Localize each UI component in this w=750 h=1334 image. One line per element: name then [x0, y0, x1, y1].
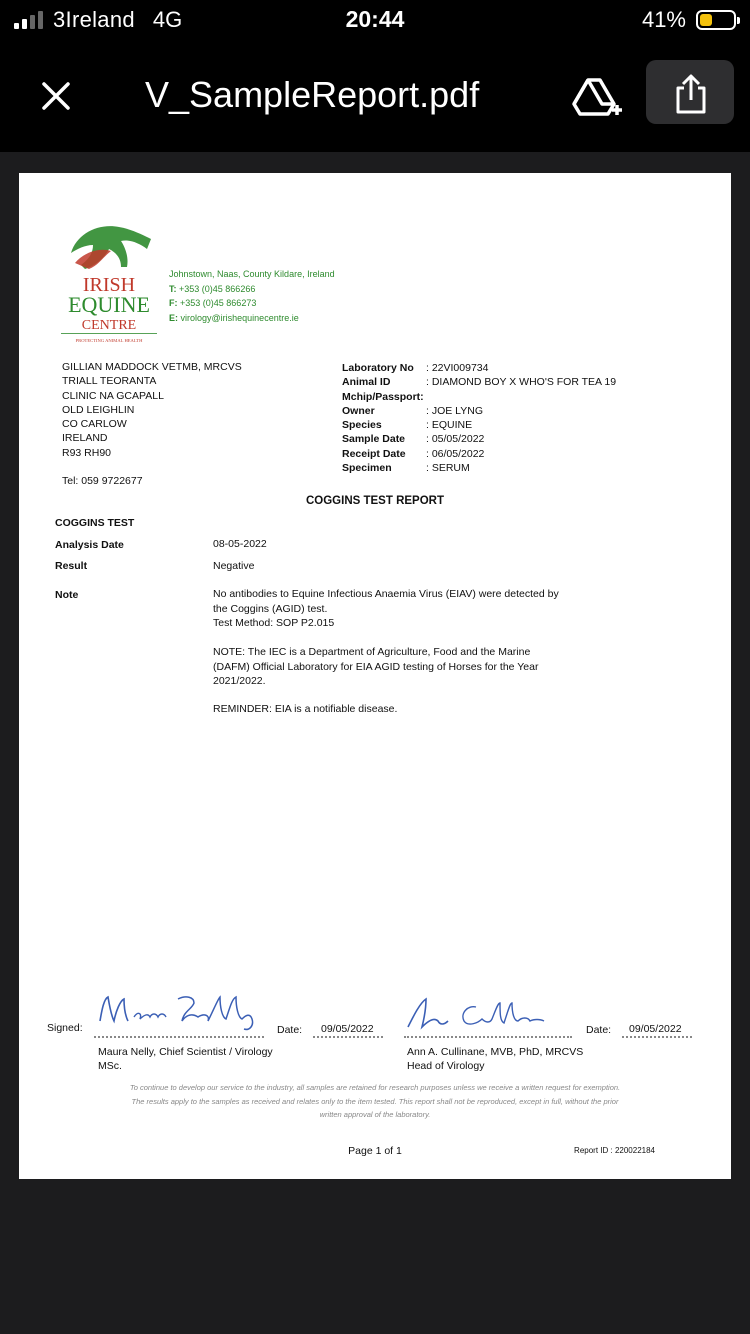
- close-button[interactable]: [36, 76, 76, 116]
- note-line: NOTE: The IEC is a Department of Agriculture, Food and the Marine: [213, 646, 531, 658]
- network-type: 4G: [152, 7, 183, 32]
- note-label: Note: [55, 589, 79, 601]
- lab-info-value: : 06/05/2022: [426, 447, 485, 460]
- note-text: [213, 587, 593, 631]
- share-button[interactable]: [646, 60, 734, 124]
- result-value: Negative: [213, 560, 255, 572]
- email-value: virology@irishequinecentre.ie: [180, 312, 299, 323]
- battery-icon: [696, 10, 736, 30]
- viewer-toolbar: [0, 44, 750, 152]
- report-title: COGGINS TEST REPORT: [305, 495, 444, 507]
- pdf-page: [19, 173, 731, 1179]
- lab-info-key: Specimen: [342, 462, 392, 475]
- svg-text:IRISH: IRISH: [82, 274, 136, 296]
- battery-percent: 41%: [641, 7, 686, 32]
- note-line: (DAFM) Official Laboratory for EIA AGID testing of Horses for the Year: [213, 660, 539, 673]
- add-to-drive-button[interactable]: [572, 74, 624, 122]
- signature-line: [94, 1036, 264, 1038]
- phone-value: +353 (0)45 866266: [179, 283, 256, 294]
- horse-logo-icon: [59, 213, 159, 348]
- svg-text:PROTECTING ANIMAL HEALTH: PROTECTING ANIMAL HEALTH: [75, 338, 143, 343]
- lab-info-value: : DIAMOND BOY X WHO'S FOR TEA 19: [426, 376, 617, 389]
- recipient-address: [62, 360, 242, 460]
- test-name: COGGINS TEST: [55, 517, 135, 529]
- dafm-note: [213, 645, 593, 689]
- share-icon: [674, 74, 708, 114]
- close-icon: [36, 76, 76, 116]
- signature-date: 09/05/2022: [629, 1023, 682, 1035]
- signer-name: Ann A. Cullinane, MVB, PhD, MRCVS Head of Virology: [407, 1046, 584, 1072]
- signed-label: Signed:: [47, 1022, 83, 1034]
- lab-info-key: Animal ID: [342, 376, 391, 389]
- date-line: [313, 1036, 383, 1038]
- phone-label: T:: [169, 283, 177, 294]
- lab-info-key: Laboratory No: [342, 362, 414, 374]
- signature-ann-cullinane: [404, 995, 564, 1033]
- status-time: 20:44: [345, 6, 405, 32]
- address-line: GILLIAN MADDOCK VETMB, MRCVS: [62, 361, 242, 373]
- lab-info-block: [342, 361, 616, 475]
- date-label: Date:: [277, 1024, 303, 1036]
- add-to-drive-icon: [572, 74, 624, 122]
- lab-info-key: Receipt Date: [342, 447, 406, 460]
- analysis-date-value: 08-05-2022: [213, 538, 267, 550]
- address-line: IRELAND: [62, 432, 108, 445]
- svg-text:EQUINE: EQUINE: [68, 292, 150, 317]
- lab-info-value: : 05/05/2022: [426, 433, 485, 446]
- fax-label: F:: [169, 298, 178, 308]
- note-line: No antibodies to Equine Infectious Anaemia Virus (EIAV) were detected by: [213, 588, 559, 600]
- contact-block: [169, 267, 335, 325]
- lab-info-value: : EQUINE: [426, 419, 473, 432]
- note-line: the Coggins (AGID) test.: [213, 602, 328, 615]
- irish-equine-centre-logo: [59, 213, 159, 348]
- status-right: [642, 7, 736, 33]
- lab-info-key: Species: [342, 419, 382, 432]
- signature-maura-nelly: [94, 991, 264, 1033]
- email-label: E:: [169, 312, 178, 323]
- document-title: V_SampleReport.pdf: [145, 74, 480, 115]
- result-label: Result: [55, 560, 88, 572]
- lab-info-key: Sample Date: [342, 433, 406, 446]
- lab-address: Johnstown, Naas, County Kildare, Ireland: [169, 269, 335, 279]
- reminder-text: REMINDER: EIA is a notifiable disease.: [213, 703, 398, 715]
- status-bar: [0, 0, 750, 44]
- date-line: [622, 1036, 692, 1038]
- address-line: CLINIC NA GCAPALL: [62, 389, 164, 402]
- svg-text:CENTRE: CENTRE: [81, 318, 137, 333]
- fax-value: +353 (0)45 866273: [180, 298, 257, 308]
- carrier-name: 3Ireland: [53, 7, 135, 32]
- signer-name: Maura Nelly, Chief Scientist / Virology MSc.: [98, 1046, 273, 1072]
- recipient-phone: Tel: 059 9722677: [62, 475, 143, 487]
- lab-info-value: : JOE LYNG: [426, 404, 483, 417]
- address-line: TRIALL TEORANTA: [62, 375, 157, 388]
- lab-info-key: Mchip/Passport:: [342, 390, 424, 403]
- report-id: Report ID : 220022184: [574, 1146, 655, 1155]
- disclaimer: To continue to develop our service to the industry, all samples are retained for research purposes unless we receive a written request for exemption. The results apply to the samples as received and relates only to the item tested. This report shall not be reproduced, except in full, without the prior written approval of the laboratory.: [129, 1083, 621, 1119]
- address-line: CO CARLOW: [62, 418, 127, 431]
- signature-line: [404, 1036, 572, 1038]
- lab-info-value: : 22VI009734: [426, 362, 489, 374]
- address-line: OLD LEIGHLIN: [62, 403, 135, 416]
- analysis-date-label: Analysis Date: [55, 539, 124, 551]
- lab-info-value: : SERUM: [426, 462, 470, 475]
- note-line: 2021/2022.: [213, 675, 266, 687]
- note-line: Test Method: SOP P2.015: [213, 617, 335, 629]
- lab-info-key: Owner: [342, 404, 375, 417]
- signature-date: 09/05/2022: [321, 1023, 374, 1035]
- page-number: Page 1 of 1: [348, 1145, 402, 1157]
- address-line: R93 RH90: [62, 446, 112, 459]
- date-label: Date:: [586, 1024, 612, 1036]
